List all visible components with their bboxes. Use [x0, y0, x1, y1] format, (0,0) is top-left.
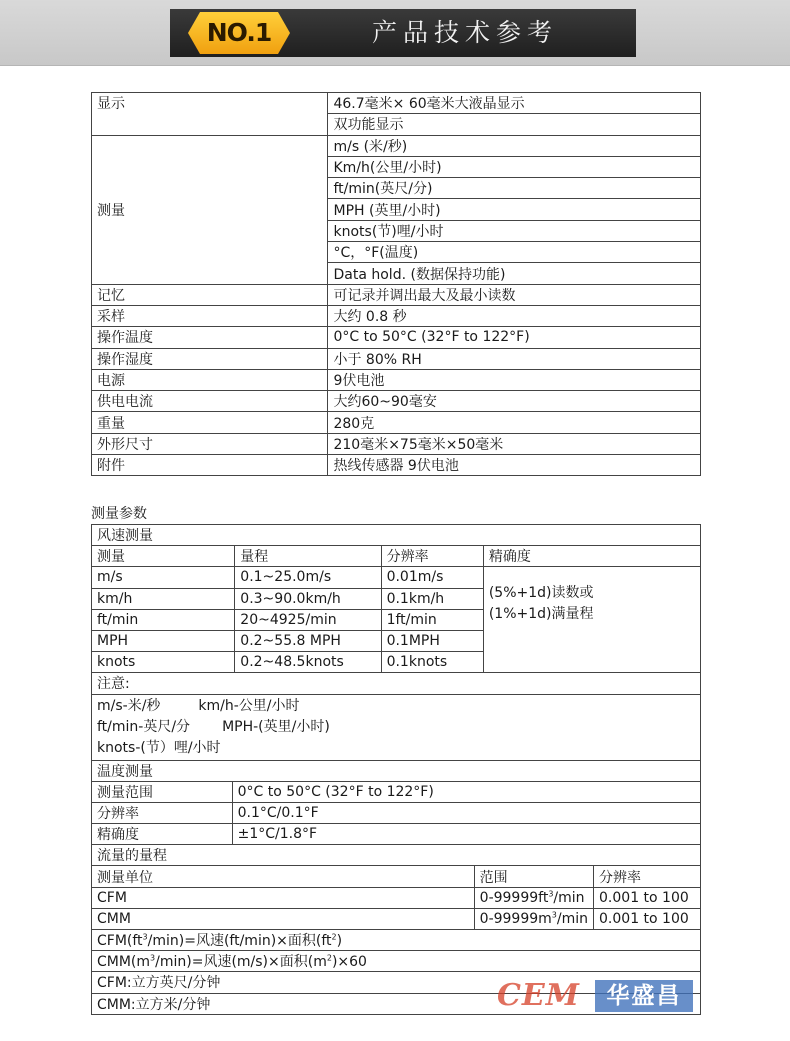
spec-value: Km/h(公里/小时) — [328, 156, 701, 177]
wind-unit: knots — [92, 652, 235, 673]
no1-badge-text: NO.1 — [206, 18, 272, 47]
wind-header-measure: 测量 — [92, 546, 235, 567]
spec-value: Data hold. (数据保持功能) — [328, 263, 701, 284]
flow-header-row — [92, 866, 701, 887]
wind-accuracy-line-1: (5%+1d)读数或 — [488, 585, 594, 602]
flow-formula-cmm: $CMM(m^3/\min)=$风速(m/s)×面积$(m^2)\times 60$ — [92, 951, 701, 972]
note-line-2 — [97, 717, 695, 738]
section-label-params: 测量参数 — [91, 506, 147, 522]
wind-unit: km/h — [92, 588, 235, 609]
spec-row — [92, 305, 701, 326]
flow-range-cmm: $0-99999m^3/\min$ — [474, 908, 593, 929]
brand-logo — [497, 978, 693, 1014]
temp-label: 分辨率 — [92, 802, 233, 823]
wind-range: 20~4925/min — [235, 609, 381, 630]
spec-label: 外形尺寸 — [92, 433, 328, 454]
spec-label: 采样 — [92, 305, 328, 326]
spec-row — [92, 455, 701, 476]
spec-label: 电源 — [92, 369, 328, 390]
flow-row-cmm — [92, 908, 701, 929]
temp-row — [92, 824, 701, 845]
wind-accuracy — [483, 567, 700, 673]
wind-unit: MPH — [92, 630, 235, 651]
spec-label: 测量 — [92, 135, 328, 284]
spec-label: 操作湿度 — [92, 348, 328, 369]
temp-label: 测量范围 — [92, 781, 233, 802]
spec-value: 大约60~90毫安 — [328, 391, 701, 412]
wind-accuracy-line-2: (1%+1d)满量程 — [488, 606, 594, 623]
spec-value: 小于 80% RH — [328, 348, 701, 369]
spec-value: °C，°F(温度) — [328, 242, 701, 263]
wind-resolution: 0.1km/h — [381, 588, 483, 609]
flow-header-unit: 测量单位 — [92, 866, 475, 887]
spec-value: 46.7毫米× 60毫米大液晶显示 — [328, 93, 701, 114]
spec-row — [92, 391, 701, 412]
note-ms: m/s-米/秒 — [97, 697, 161, 714]
brand-logo-cem: CEM — [497, 978, 580, 1013]
flow-res-cmm: 0.001 to 100 — [594, 908, 701, 929]
spec-value: 210毫米×75毫米×50毫米 — [328, 433, 701, 454]
temp-value: ±1°C/1.8°F — [232, 824, 700, 845]
spec-table — [91, 92, 701, 476]
note-line-1 — [97, 696, 695, 717]
wind-header-row — [92, 546, 701, 567]
wind-row — [92, 567, 701, 588]
wind-header-range: 量程 — [235, 546, 381, 567]
spec-value: m/s (米/秒) — [328, 135, 701, 156]
spec-row — [92, 135, 701, 156]
spec-label: 重量 — [92, 412, 328, 433]
temp-row — [92, 781, 701, 802]
spec-value: 280克 — [328, 412, 701, 433]
spec-row — [92, 348, 701, 369]
flow-formula-cfm: $CFM(ft^3/\min)=$风速(ft/min)×面积$(ft^2)$ — [92, 930, 701, 951]
params-table — [91, 524, 701, 1015]
note-ftmin: ft/min-英尺/分 — [97, 718, 191, 735]
wind-unit: m/s — [92, 567, 235, 588]
spec-label: 供电电流 — [92, 391, 328, 412]
wind-range: 0.2~55.8 MPH — [235, 630, 381, 651]
wind-unit: ft/min — [92, 609, 235, 630]
note-mph: MPH-(英里/小时) — [222, 718, 330, 735]
spec-value: 双功能显示 — [328, 114, 701, 135]
flow-unit-cfm: CFM — [92, 887, 475, 908]
flow-res-cfm: 0.001 to 100 — [594, 887, 701, 908]
flow-header-resolution: 分辨率 — [594, 866, 701, 887]
spec-row — [92, 369, 701, 390]
flow-definition-cmm: CMM:立方米/分钟 — [92, 993, 701, 1014]
spec-label: 操作温度 — [92, 327, 328, 348]
flow-title: 流量的量程 — [92, 845, 701, 866]
note-line-3: knots-(节）哩/小时 — [97, 739, 221, 756]
spec-row — [92, 327, 701, 348]
flow-definition-cfm: CFM:立方英尺/分钟 — [92, 972, 701, 993]
spec-row — [92, 93, 701, 114]
wind-range: 0.2~48.5knots — [235, 652, 381, 673]
wind-resolution: 0.01m/s — [381, 567, 483, 588]
flow-unit-cmm: CMM — [92, 908, 475, 929]
brand-logo-chinese: 华盛昌 — [595, 980, 693, 1012]
wind-title: 风速测量 — [92, 525, 701, 546]
spec-value: 可记录并调出最大及最小读数 — [328, 284, 701, 305]
spec-row — [92, 412, 701, 433]
temp-label: 精确度 — [92, 824, 233, 845]
notes-title: 注意: — [92, 673, 701, 694]
spec-value: 9伏电池 — [328, 369, 701, 390]
flow-header-range: 范围 — [474, 866, 593, 887]
spec-value: ft/min(英尺/分) — [328, 178, 701, 199]
flow-range-cfm: $0-99999ft^3/\min$ — [474, 887, 593, 908]
wind-resolution: 0.1knots — [381, 652, 483, 673]
note-kmh: km/h-公里/小时 — [198, 697, 300, 714]
flow-row-cfm — [92, 887, 701, 908]
wind-resolution: 1ft/min — [381, 609, 483, 630]
spec-value: 大约 0.8 秒 — [328, 305, 701, 326]
wind-range: 0.1~25.0m/s — [235, 567, 381, 588]
wind-header-accuracy: 精确度 — [483, 546, 700, 567]
page-title: 产品技术参考 — [371, 18, 558, 47]
spec-label: 附件 — [92, 455, 328, 476]
temp-value: 0.1°C/0.1°F — [232, 802, 700, 823]
spec-row — [92, 433, 701, 454]
wind-resolution: 0.1MPH — [381, 630, 483, 651]
spec-value: MPH (英里/小时) — [328, 199, 701, 220]
wind-header-resolution: 分辨率 — [381, 546, 483, 567]
notes-body — [92, 694, 701, 760]
spec-value: 热线传感器 9伏电池 — [328, 455, 701, 476]
temp-value: 0°C to 50°C (32°F to 122°F) — [232, 781, 700, 802]
spec-value: knots(节)哩/小时 — [328, 220, 701, 241]
temp-title: 温度测量 — [92, 760, 701, 781]
spec-label: 记忆 — [92, 284, 328, 305]
wind-range: 0.3~90.0km/h — [235, 588, 381, 609]
spec-label: 显示 — [92, 93, 328, 136]
temp-row — [92, 802, 701, 823]
spec-row — [92, 284, 701, 305]
spec-value: 0°C to 50°C (32°F to 122°F) — [328, 327, 701, 348]
